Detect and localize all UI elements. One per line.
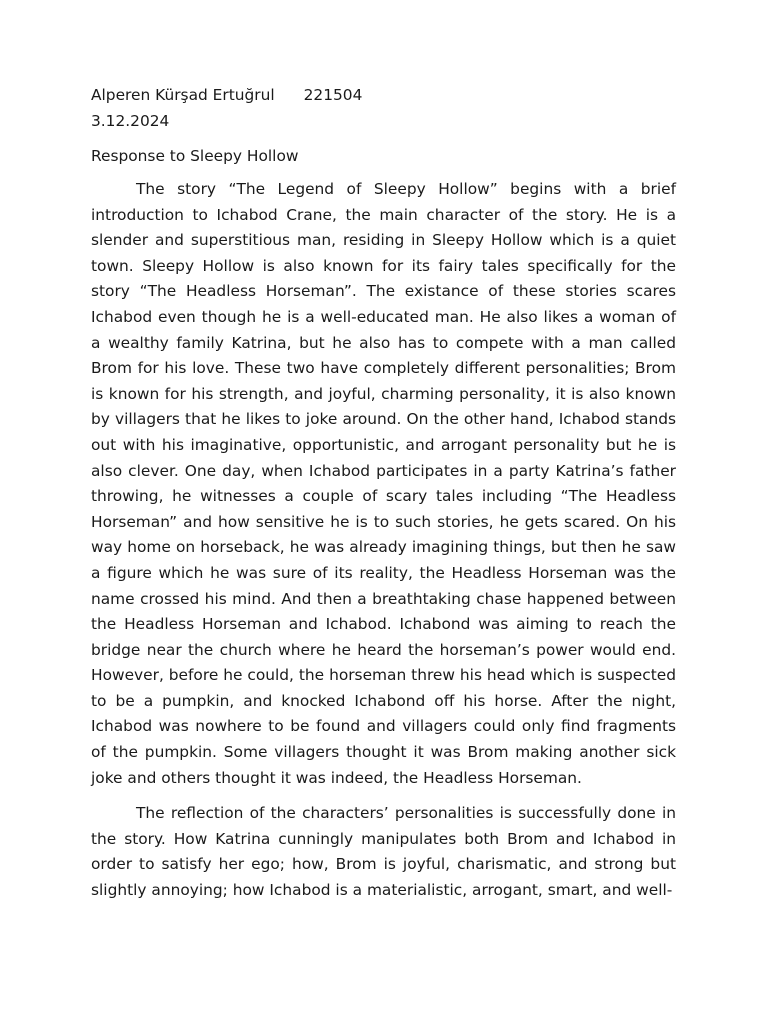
document-date: 3.12.2024 [91, 112, 170, 130]
author-header [91, 84, 676, 106]
essay-title: Response to Sleepy Hollow [91, 147, 299, 165]
essay-paragraph-2: The reflection of the characters’ personalities is successfully done in the story. How Katrina cunningly manipulates both Brom and Ichabod in order to satisfy her ego; how, Brom is joyful, charismatic, and strong but slightly annoying; how Ichabod is a materialistic, arrogant, smart, and well- [91, 804, 676, 900]
author-name: Alperen Kürşad Ertuğrul [91, 86, 275, 104]
essay-paragraph-1: The story “The Legend of Sleepy Hollow” begins with a brief introduction to Ichabod Crane, the main character of the story. He is a slender and superstitious man, residing in Sleepy Hollow which is a quiet town. Sleepy Hollow is also known for its fairy tales specifically for the story “The Headless Horseman”. The existance of these stories scares Ichabod even though he is a well-educated man. He also likes a woman of a wealthy family Katrina, but he also has to compete with a man called Brom for his love. These two have completely different personalities; Brom is known for his strength, and joyful, charming personality, it is also known by villagers that he likes to joke around. On the other hand, Ichabod stands out with his imaginative, opportunistic, and arrogant personality but he is also clever. One day, when Ichabod participates in a party Katrina’s father throwing, he witnesses a couple of scary tales including “The Headless Horseman” and how sensitive he is to such stories, he gets scared. On his way home on horseback, he was already imagining things, but then he saw a figure which he was sure of its reality, the Headless Horseman was the name crossed his mind. And then a breathtaking chase happened between the Headless Horseman and Ichabod. Ichabond was aiming to reach the bridge near the church where he heard the horseman’s power would end. However, before he could, the horseman threw his head which is suspected to be a pumpkin, and knocked Ichabond off his horse. After the night, Ichabod was nowhere to be found and villagers could only find fragments of the pumpkin. Some villagers thought it was Brom making another sick joke and others thought it was indeed, the Headless Horseman. [91, 180, 676, 787]
student-id: 221504 [303, 86, 363, 104]
document-page [91, 84, 676, 904]
